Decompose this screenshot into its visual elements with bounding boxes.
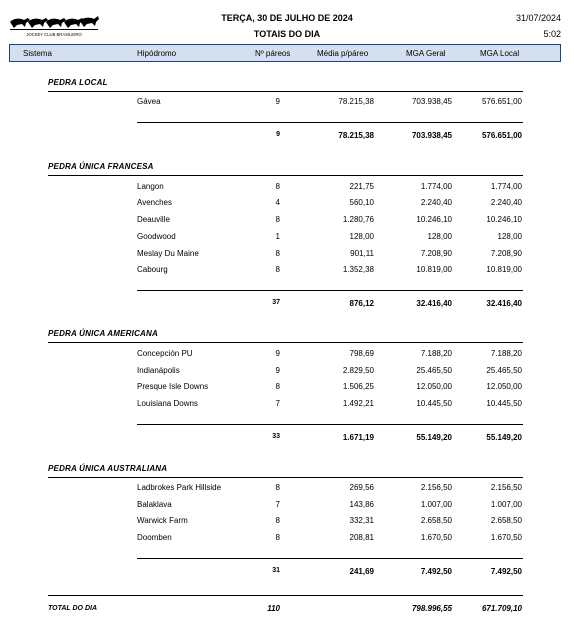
cell-mga-geral: 10.819,00 — [416, 265, 452, 274]
section-divider — [48, 477, 523, 478]
total-npareos: 31 — [272, 567, 280, 574]
cell-npareos: 9 — [275, 97, 280, 106]
cell-mga-local: 1.670,50 — [490, 533, 522, 542]
cell-npareos: 9 — [275, 349, 280, 358]
cell-media: 1.492,21 — [342, 399, 374, 408]
table-row — [0, 483, 574, 495]
total-mga-geral: 703.938,45 — [411, 131, 452, 140]
cell-media: 332,31 — [349, 516, 374, 525]
cell-npareos: 8 — [275, 265, 280, 274]
table-row — [0, 182, 574, 194]
cell-mga-geral: 25.465,50 — [416, 366, 452, 375]
total-mga-local: 32.416,40 — [486, 299, 522, 308]
total-media: 78.215,38 — [338, 131, 374, 140]
cell-hipodromo: Deauville — [137, 215, 170, 224]
cell-mga-local: 2.156,50 — [490, 483, 522, 492]
cell-mga-geral: 1.007,00 — [420, 500, 452, 509]
cell-mga-local: 128,00 — [497, 232, 522, 241]
cell-hipodromo: Louisiana Downs — [137, 399, 198, 408]
total-npareos: 37 — [272, 299, 280, 306]
total-media: 1.671,19 — [342, 433, 374, 442]
section-total-row — [0, 299, 574, 311]
cell-media: 143,86 — [349, 500, 374, 509]
cell-mga-geral: 2.156,50 — [420, 483, 452, 492]
cell-mga-geral: 12.050,00 — [416, 382, 452, 391]
cell-media: 128,00 — [349, 232, 374, 241]
cell-hipodromo: Warwick Farm — [137, 516, 188, 525]
section-divider — [48, 175, 523, 176]
cell-mga-local: 12.050,00 — [486, 382, 522, 391]
table-row — [0, 349, 574, 361]
total-mga-geral: 7.492,50 — [420, 567, 452, 576]
cell-mga-geral: 2.240,40 — [420, 198, 452, 207]
table-row — [0, 265, 574, 277]
total-divider — [137, 122, 523, 123]
section-divider — [48, 91, 523, 92]
table-row — [0, 366, 574, 378]
cell-npareos: 4 — [275, 198, 280, 207]
cell-hipodromo: Goodwood — [137, 232, 176, 241]
grand-total-divider — [48, 595, 523, 596]
cell-media: 798,69 — [349, 349, 374, 358]
cell-mga-local: 576.651,00 — [481, 97, 522, 106]
cell-mga-geral: 10.246,10 — [416, 215, 452, 224]
cell-media: 1.506,25 — [342, 382, 374, 391]
cell-hipodromo: Balaklava — [137, 500, 172, 509]
grand-total-label: TOTAL DO DIA — [48, 605, 97, 612]
table-row — [0, 516, 574, 528]
cell-npareos: 8 — [275, 516, 280, 525]
section-total-row — [0, 433, 574, 445]
total-divider — [137, 290, 523, 291]
col-mga-local: MGA Local — [480, 49, 520, 58]
cell-npareos: 8 — [275, 182, 280, 191]
cell-npareos: 8 — [275, 249, 280, 258]
report-subtitle: TOTAIS DO DIA — [253, 29, 321, 39]
cell-mga-local: 1.774,00 — [490, 182, 522, 191]
cell-media: 1.352,38 — [342, 265, 374, 274]
cell-mga-local: 2.658,50 — [490, 516, 522, 525]
total-media: 241,69 — [349, 567, 374, 576]
cell-media: 269,56 — [349, 483, 374, 492]
cell-npareos: 9 — [275, 366, 280, 375]
cell-media: 2.829,50 — [342, 366, 374, 375]
cell-mga-geral: 1.670,50 — [420, 533, 452, 542]
table-row — [0, 215, 574, 227]
cell-hipodromo: Presque Isle Downs — [137, 382, 209, 391]
cell-hipodromo: Avenches — [137, 198, 172, 207]
table-row — [0, 97, 574, 109]
table-row — [0, 533, 574, 545]
total-mga-local: 55.149,20 — [486, 433, 522, 442]
grand-total-mga-geral: 798.996,55 — [411, 604, 452, 613]
cell-hipodromo: Concepción PU — [137, 349, 193, 358]
table-row — [0, 500, 574, 512]
report-title: TERÇA, 30 DE JULHO DE 2024 — [221, 13, 353, 23]
cell-npareos: 7 — [275, 500, 280, 509]
cell-mga-local: 10.819,00 — [486, 265, 522, 274]
total-npareos: 33 — [272, 433, 280, 440]
grand-total-npareos: 110 — [267, 604, 280, 613]
cell-hipodromo: Gávea — [137, 97, 161, 106]
cell-npareos: 8 — [275, 533, 280, 542]
cell-mga-local: 7.208,90 — [490, 249, 522, 258]
total-npareos: 9 — [276, 131, 280, 138]
cell-npareos: 8 — [275, 215, 280, 224]
grand-total-row — [0, 604, 574, 616]
table-row — [0, 232, 574, 244]
table-row — [0, 198, 574, 210]
cell-media: 208,81 — [349, 533, 374, 542]
cell-media: 221,75 — [349, 182, 374, 191]
total-divider — [137, 424, 523, 425]
cell-mga-geral: 703.938,45 — [411, 97, 452, 106]
cell-hipodromo: Indianápolis — [137, 366, 180, 375]
cell-mga-local: 1.007,00 — [490, 500, 522, 509]
total-mga-local: 7.492,50 — [490, 567, 522, 576]
cell-npareos: 1 — [275, 232, 280, 241]
total-mga-geral: 55.149,20 — [416, 433, 452, 442]
cell-mga-geral: 10.445,50 — [416, 399, 452, 408]
cell-media: 901,11 — [350, 249, 374, 258]
col-media: Média p/páreo — [317, 49, 369, 58]
cell-mga-geral: 2.658,50 — [420, 516, 452, 525]
cell-media: 560,10 — [349, 198, 374, 207]
cell-hipodromo: Doomben — [137, 533, 172, 542]
report-time: 5:02 — [543, 29, 561, 39]
cell-media: 1.280,76 — [342, 215, 374, 224]
total-media: 876,12 — [349, 299, 374, 308]
cell-npareos: 8 — [275, 483, 280, 492]
cell-npareos: 8 — [275, 382, 280, 391]
cell-media: 78.215,38 — [338, 97, 374, 106]
cell-mga-geral: 128,00 — [427, 232, 452, 241]
cell-hipodromo: Cabourg — [137, 265, 168, 274]
section-title: PEDRA ÚNICA FRANCESA — [48, 162, 154, 171]
section-title: PEDRA ÚNICA AUSTRALIANA — [48, 464, 168, 473]
total-divider — [137, 558, 523, 559]
cell-hipodromo: Ladbrokes Park Hillside — [137, 483, 222, 492]
section-total-row — [0, 131, 574, 143]
cell-mga-local: 2.240,40 — [490, 198, 522, 207]
col-mga-geral: MGA Geral — [406, 49, 446, 58]
cell-hipodromo: Meslay Du Maine — [137, 249, 199, 258]
section-divider — [48, 342, 523, 343]
col-hipodromo: Hipódromo — [137, 49, 177, 58]
column-header-bar — [9, 44, 561, 62]
section-total-row — [0, 567, 574, 579]
logo-text: JOCKEY CLUB BRASILEIRO — [26, 32, 82, 37]
cell-hipodromo: Langon — [137, 182, 164, 191]
grand-total-mga-local: 671.709,10 — [481, 604, 522, 613]
cell-npareos: 7 — [275, 399, 280, 408]
report-date: 31/07/2024 — [515, 13, 561, 23]
cell-mga-local: 7.188,20 — [490, 349, 522, 358]
cell-mga-local: 10.246,10 — [486, 215, 522, 224]
col-npareos: Nº páreos — [255, 49, 291, 58]
total-mga-geral: 32.416,40 — [416, 299, 452, 308]
total-mga-local: 576.651,00 — [481, 131, 522, 140]
table-row — [0, 399, 574, 411]
table-row — [0, 382, 574, 394]
cell-mga-local: 25.465,50 — [486, 366, 522, 375]
cell-mga-geral: 1.774,00 — [420, 182, 452, 191]
section-title: PEDRA LOCAL — [48, 78, 108, 87]
col-sistema: Sistema — [23, 49, 52, 58]
section-title: PEDRA ÚNICA AMERICANA — [48, 329, 158, 338]
table-row — [0, 249, 574, 261]
cell-mga-geral: 7.188,20 — [420, 349, 452, 358]
cell-mga-local: 10.445,50 — [486, 399, 522, 408]
cell-mga-geral: 7.208,90 — [420, 249, 452, 258]
